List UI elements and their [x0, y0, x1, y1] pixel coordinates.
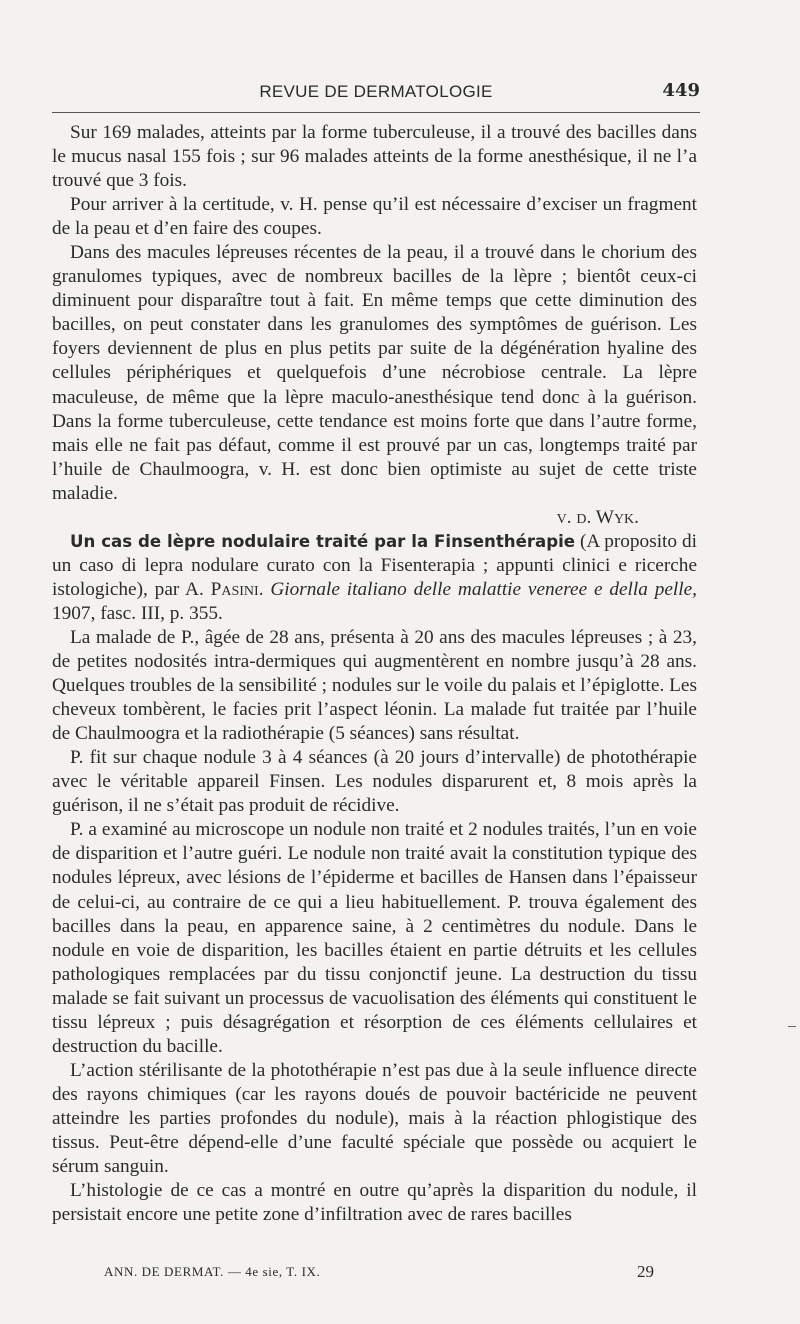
running-title: REVUE DE DERMATOLOGIE — [259, 82, 493, 101]
article-heading-paragraph: Un cas de lèpre nodulaire traité par la Finsenthérapie (A proposito di un caso di lepra nodulare curato con la Fisenterapia ; appunti clinici e ricerche istologiche), par A. Pasini. Giornale italiano delle malattie veneree e della pelle, 1907, fasc. III, p. 355. — [52, 530, 697, 624]
article-title: Un cas de lèpre nodulaire traité par la Finsenthérapie — [70, 531, 576, 551]
article-reference-end: 1907, fasc. III, p. 355. — [52, 602, 223, 624]
article-reference: (A proposito di un caso di lepra nodulare curato con la Fisenterapia ; appunti clinici e ricerche istologiche), par A. — [52, 530, 697, 600]
margin-mark — [788, 1026, 796, 1027]
paragraph: P. a examiné au microscope un nodule non traité et 2 nodules traités, l’un en voie de disparition et l’autre guéri. Le nodule non traité avait la constitution typique des nodules lépreux, avec lésions de l’épiderme et bacilles de Hansen dans l’épaisseur de celui-ci, au contraire de ce qui a lieu habituellement. P. trouva également des bacilles dans la peau, en apparence saine, à 2 centimètres du nodule. Dans le nodule en voie de disparition, les bacilles étaient en partie détruits et les cellules pathologiques remplacées par du tissu conjonctif jeune. La destruction du tissu malade se fait suivant un processus de vacuolisation des éléments qui constituent le tissu lépreux ; puis désagrégation et résorption de ces éléments cellulaires et destruction du bacille. — [52, 819, 697, 1057]
paragraph: L’action stérilisante de la photothérapie n’est pas due à la seule influence directe des rayons chimiques (car les rayons doués de pouvoir bactéricide ne peuvent atteindre les parties profondes du nodule), mais à la réaction phlogistique des tissus. Peut-être dépend-elle d’une faculté spéciale que possède ou acquiert le sérum sanguin. — [52, 1059, 697, 1178]
footer-citation: ANN. DE DERMAT. — 4e sie, T. IX. — [104, 1264, 321, 1279]
signature: v. d. Wyk. — [556, 506, 639, 528]
body-text — [52, 121, 697, 1227]
journal-name: Giornale italiano delle malattie veneree e della pelle, — [270, 578, 697, 600]
paragraph: Pour arriver à la certitude, v. H. pense qu’il est nécessaire d’exciser un fragment de la peau et d’en faire des coupes. — [52, 194, 697, 240]
paragraph: P. fit sur chaque nodule 3 à 4 séances (à 20 jours d’intervalle) de photothérapie avec le véritable appareil Finsen. Les nodules disparurent et, 8 mois après la guérison, il ne s’était pas produit de récidive. — [52, 747, 697, 817]
page-header — [52, 80, 700, 108]
signature-number: 29 — [637, 1262, 654, 1281]
paragraph: Dans des macules lépreuses récentes de la peau, il a trouvé dans le chorium des granulomes typiques, avec de nombreux bacilles de la lèpre ; bientôt ceux-ci diminuent pour disparaître tout à fait. En même temps que cette diminution des bacilles, on peut constater dans les granulomes des symptômes de guérison. Les foyers deviennent de plus en plus petits par suite de la dégénération hyaline des cellules périphériques et quelquefois d’une nécrobiose centrale. La lèpre maculeuse, de même que la lèpre maculo-anesthésique tend donc à la guérison. Dans la forme tuberculeuse, cette tendance est moins forte que dans l’autre forme, mais elle ne fait pas défaut, comme il est prouvé par un cas, longtemps traité par l’huile de Chaulmoogra, v. H. est donc bien optimiste au sujet de cette triste maladie. — [52, 242, 697, 504]
paragraph: L’histologie de ce cas a montré en outre qu’après la disparition du nodule, il persistait encore une petite zone d’infiltration avec de rares bacilles — [52, 1180, 697, 1226]
header-rule — [52, 112, 700, 113]
paragraph: La malade de P., âgée de 28 ans, présenta à 20 ans des macules lépreuses ; à 23, de petites nodosités intra-dermiques qui augmentèrent en nombre jusqu’à 28 ans. Quelques troubles de la sensibilité ; nodules sur le voile du palais et l’épiglotte. Les cheveux tombèrent, le facies prit l’aspect léonin. La malade fut traitée par l’huile de Chaulmoogra et la radiothérapie (5 séances) sans résultat. — [52, 626, 697, 745]
article-author: Pasini — [210, 578, 259, 600]
page-footer — [104, 1262, 654, 1286]
paragraph: Sur 169 malades, atteints par la forme tuberculeuse, il a trouvé des bacilles dans le mucus nasal 155 fois ; sur 96 malades atteints de la forme anesthésique, il ne l’a trouvé que 3 fois. — [52, 122, 697, 192]
signature-line — [52, 506, 697, 530]
page-number: 449 — [662, 80, 700, 101]
